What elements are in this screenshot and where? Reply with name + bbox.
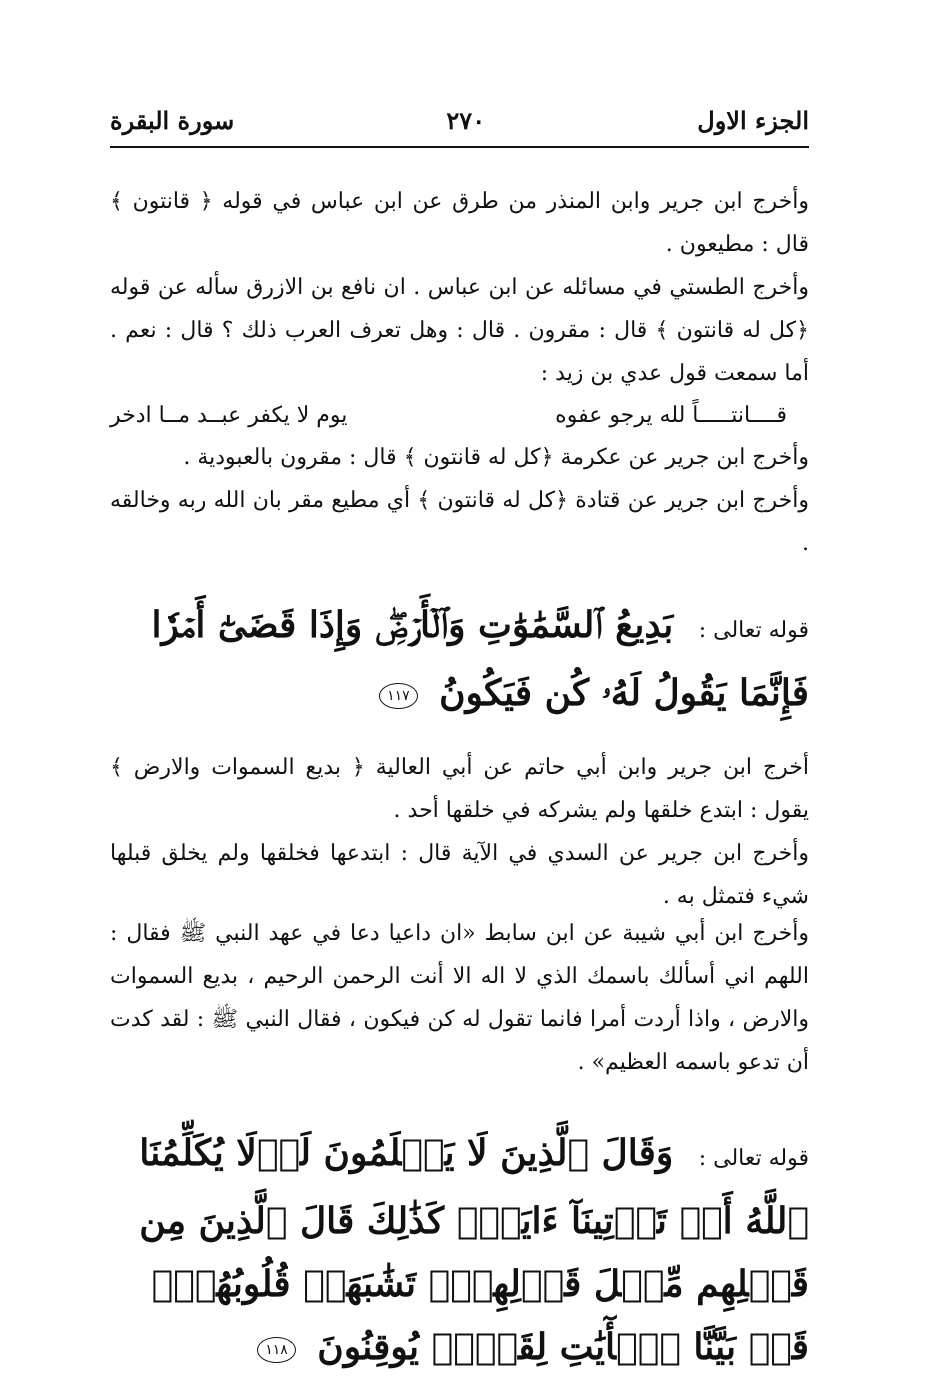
verse-first-hemistich: قــــانتـــــاً لله يرجو عفوه	[555, 403, 787, 428]
running-head	[110, 98, 809, 142]
quran-intro: قوله تعالى :	[698, 1146, 809, 1171]
paragraph: وأخرج ابن جرير وابن المنذر من طرق عن ابن عباس في قوله ﴿ قانتون ﴾ قال : مطيعون .	[110, 189, 809, 257]
verse-second-hemistich: يوم لا يكفر عبــد مــا ادخر	[110, 403, 348, 428]
quran-ayah-text: بَدِيعُ ٱلسَّمَٰوَٰتِ وَٱلۡأَرۡضِۖ وَإِذَا قَضَىٰٓ أَمۡرٗا فَإِنَّمَا يَقُولُ لَهُۥ كُن فَيَكُونُ	[151, 604, 809, 714]
quran-verse-block	[110, 1122, 809, 1379]
page-number: ٢٧٠	[446, 105, 486, 135]
paragraph: وأخرج ابن جرير عن عكرمة ﴿كل له قانتون ﴾ قال : مقرون بالعبودية .	[183, 445, 809, 470]
paragraph: وأخرج ابن جرير عن قتادة ﴿كل له قانتون ﴾ أي مطيع مقر بان الله ربه وخالقه .	[110, 488, 810, 556]
paragraph: وأخرج الطستي في مسائله عن ابن عباس . ان نافع بن الازرق سأله عن قوله ﴿كل له قانتون ﴾ قال : مقرون . قال : وهل تعرف العرب ذلك ؟ قال : نعم . أما سمعت قول عدي بن زيد :	[110, 275, 809, 386]
ayah-number-marker: ١١٧	[379, 683, 418, 709]
paragraph: وأخرج ابن أبي شيبة عن ابن سابط «ان داعيا دعا في عهد النبي ﷺ فقال : اللهم اني أسألك باسمك الذي لا اله الا أنت الرحمن الرحيم ، بديع السموات والارض ، واذا أردت أمرا فانما تقول له كن فيكون ، فقال النبي ﷺ : لقد كدت أن تدعو باسمه العظيم» .	[110, 921, 809, 1075]
surah-title: سورة البقرة	[110, 105, 235, 135]
header-rule	[110, 146, 809, 148]
quran-intro: قوله تعالى :	[698, 618, 809, 643]
poetry-verse	[110, 394, 787, 437]
quran-verse-block	[110, 594, 809, 725]
volume-title: الجزء الاول	[697, 105, 809, 135]
ayah-number-marker: ١١٨	[257, 1337, 296, 1363]
paragraph: أخرج ابن جرير وابن أبي حاتم عن أبي العالية ﴿ بديع السموات والارض ﴾ يقول : ابتدع خلقها ولم يشركه في خلقها أحد .	[110, 755, 809, 823]
quran-ayah-text: وَقَالَ ٱلَّذِينَ لَا يَعۡلَمُونَ لَوۡلَا يُكَلِّمُنَا ٱللَّهُ أَوۡ تَأۡتِينَآ ءَايَةٞۗ كَذَٰلِكَ قَالَ ٱلَّذِينَ مِن قَبۡلِهِم مِّثۡلَ قَوۡلِهِمۡۘ تَشَٰبَهَتۡ قُلُوبُهُمۡۗ قَدۡ بَيَّنَّا ٱلۡأٓيَٰتِ لِقَوۡمٖ يُوقِنُونَ	[139, 1132, 809, 1368]
paragraph: وأخرج ابن جرير عن السدي في الآية قال : ابتدعها فخلقها ولم يخلق قبلها شيء فتمثل به .	[110, 841, 809, 909]
